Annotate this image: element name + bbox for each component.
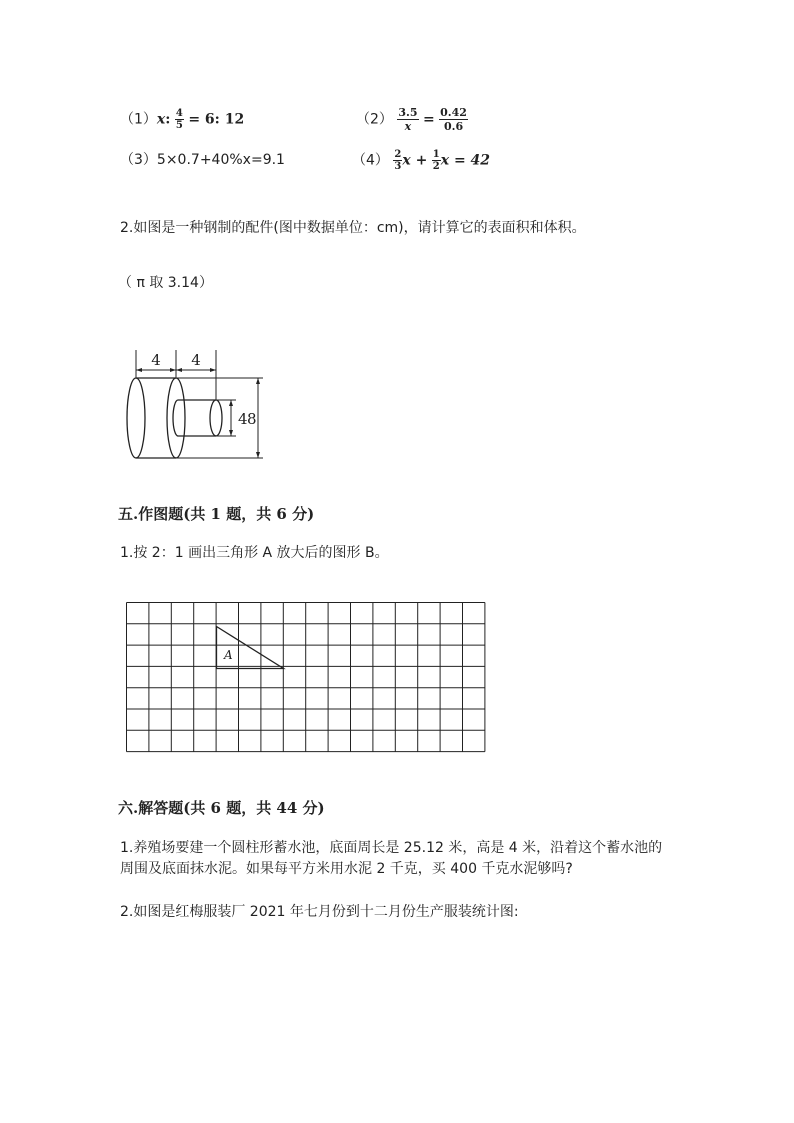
small-cylinder-right-face [210,400,222,436]
equation-3-label: （3） [120,152,157,168]
fraction-numerator: 0.42 [440,106,467,119]
fraction-numerator: 4 [175,108,183,119]
equation-3 [120,150,285,170]
fraction-denominator: 0.6 [443,120,464,133]
fraction-numerator: 2 [394,149,402,160]
equation-3-expression: 5×0.7+40%x=9.1 [156,152,285,168]
equation-2-label: （2） [356,111,393,128]
dimension-label-left: 4 [151,351,161,369]
equation-1-fraction [175,108,184,131]
equation-2 [356,106,468,133]
fraction-numerator: 1 [432,149,440,160]
dimension-label-outer: 8 [247,410,257,428]
fraction-denominator: x [404,120,412,133]
equation-4-rhs: x = 42 [440,152,491,169]
drawing-grid [126,602,490,757]
section-5-heading: 五.作图题(共 1 题，共 6 分) [118,505,315,523]
equation-1 [120,108,244,131]
pi-note: （ π 取 3.14） [118,275,213,291]
large-cylinder-left-face [127,378,145,458]
equation-2-equals: = [422,111,435,128]
equation-1-rhs: = 6: 12 [188,111,245,128]
fraction-denominator: 5 [175,120,183,131]
section-5-question-1: 1.按 2：1 画出三角形 A 放大后的图形 B。 [120,545,389,561]
equation-4-term-1: x + [402,152,428,169]
triangle-a-label: A [224,648,233,662]
section-6-heading: 六.解答题(共 6 题，共 44 分) [118,799,325,817]
equation-4-fraction-1 [393,149,402,172]
section-6-question-1: 1.养殖场要建一个圆柱形蓄水池，底面周长是 25.12 米，高是 4 米，沿着这个蓄水池的周围及底面抹水泥。如果每平方米用水泥 2 千克，买 400 千克水泥够吗? [120,840,663,877]
large-cylinder-right-face [167,378,185,458]
small-cylinder-left-face [173,400,178,436]
fraction-numerator: 3.5 [398,106,418,119]
equation-1-label: （1） [120,111,157,128]
equation-4-fraction-2 [432,149,441,172]
section-6-question-2: 2.如图是红梅服装厂 2021 年七月份到十二月份生产服装统计图: [120,904,519,920]
equation-2-fraction-right [439,106,468,133]
steel-part-figure [118,345,268,465]
equation-1-colon: : [165,111,171,128]
equation-1-variable: x [156,111,166,128]
equation-2-fraction-left [397,106,418,133]
question-2-text: 2.如图是一种钢制的配件(图中数据单位：cm)，请计算它的表面积和体积。 [120,220,586,236]
equation-4-label: （4） [352,152,389,169]
fraction-denominator: 3 [394,161,402,172]
equation-4 [352,149,490,172]
dimension-label-inner: 4 [238,410,248,428]
dimension-label-right: 4 [191,351,201,369]
fraction-denominator: 2 [432,161,440,172]
